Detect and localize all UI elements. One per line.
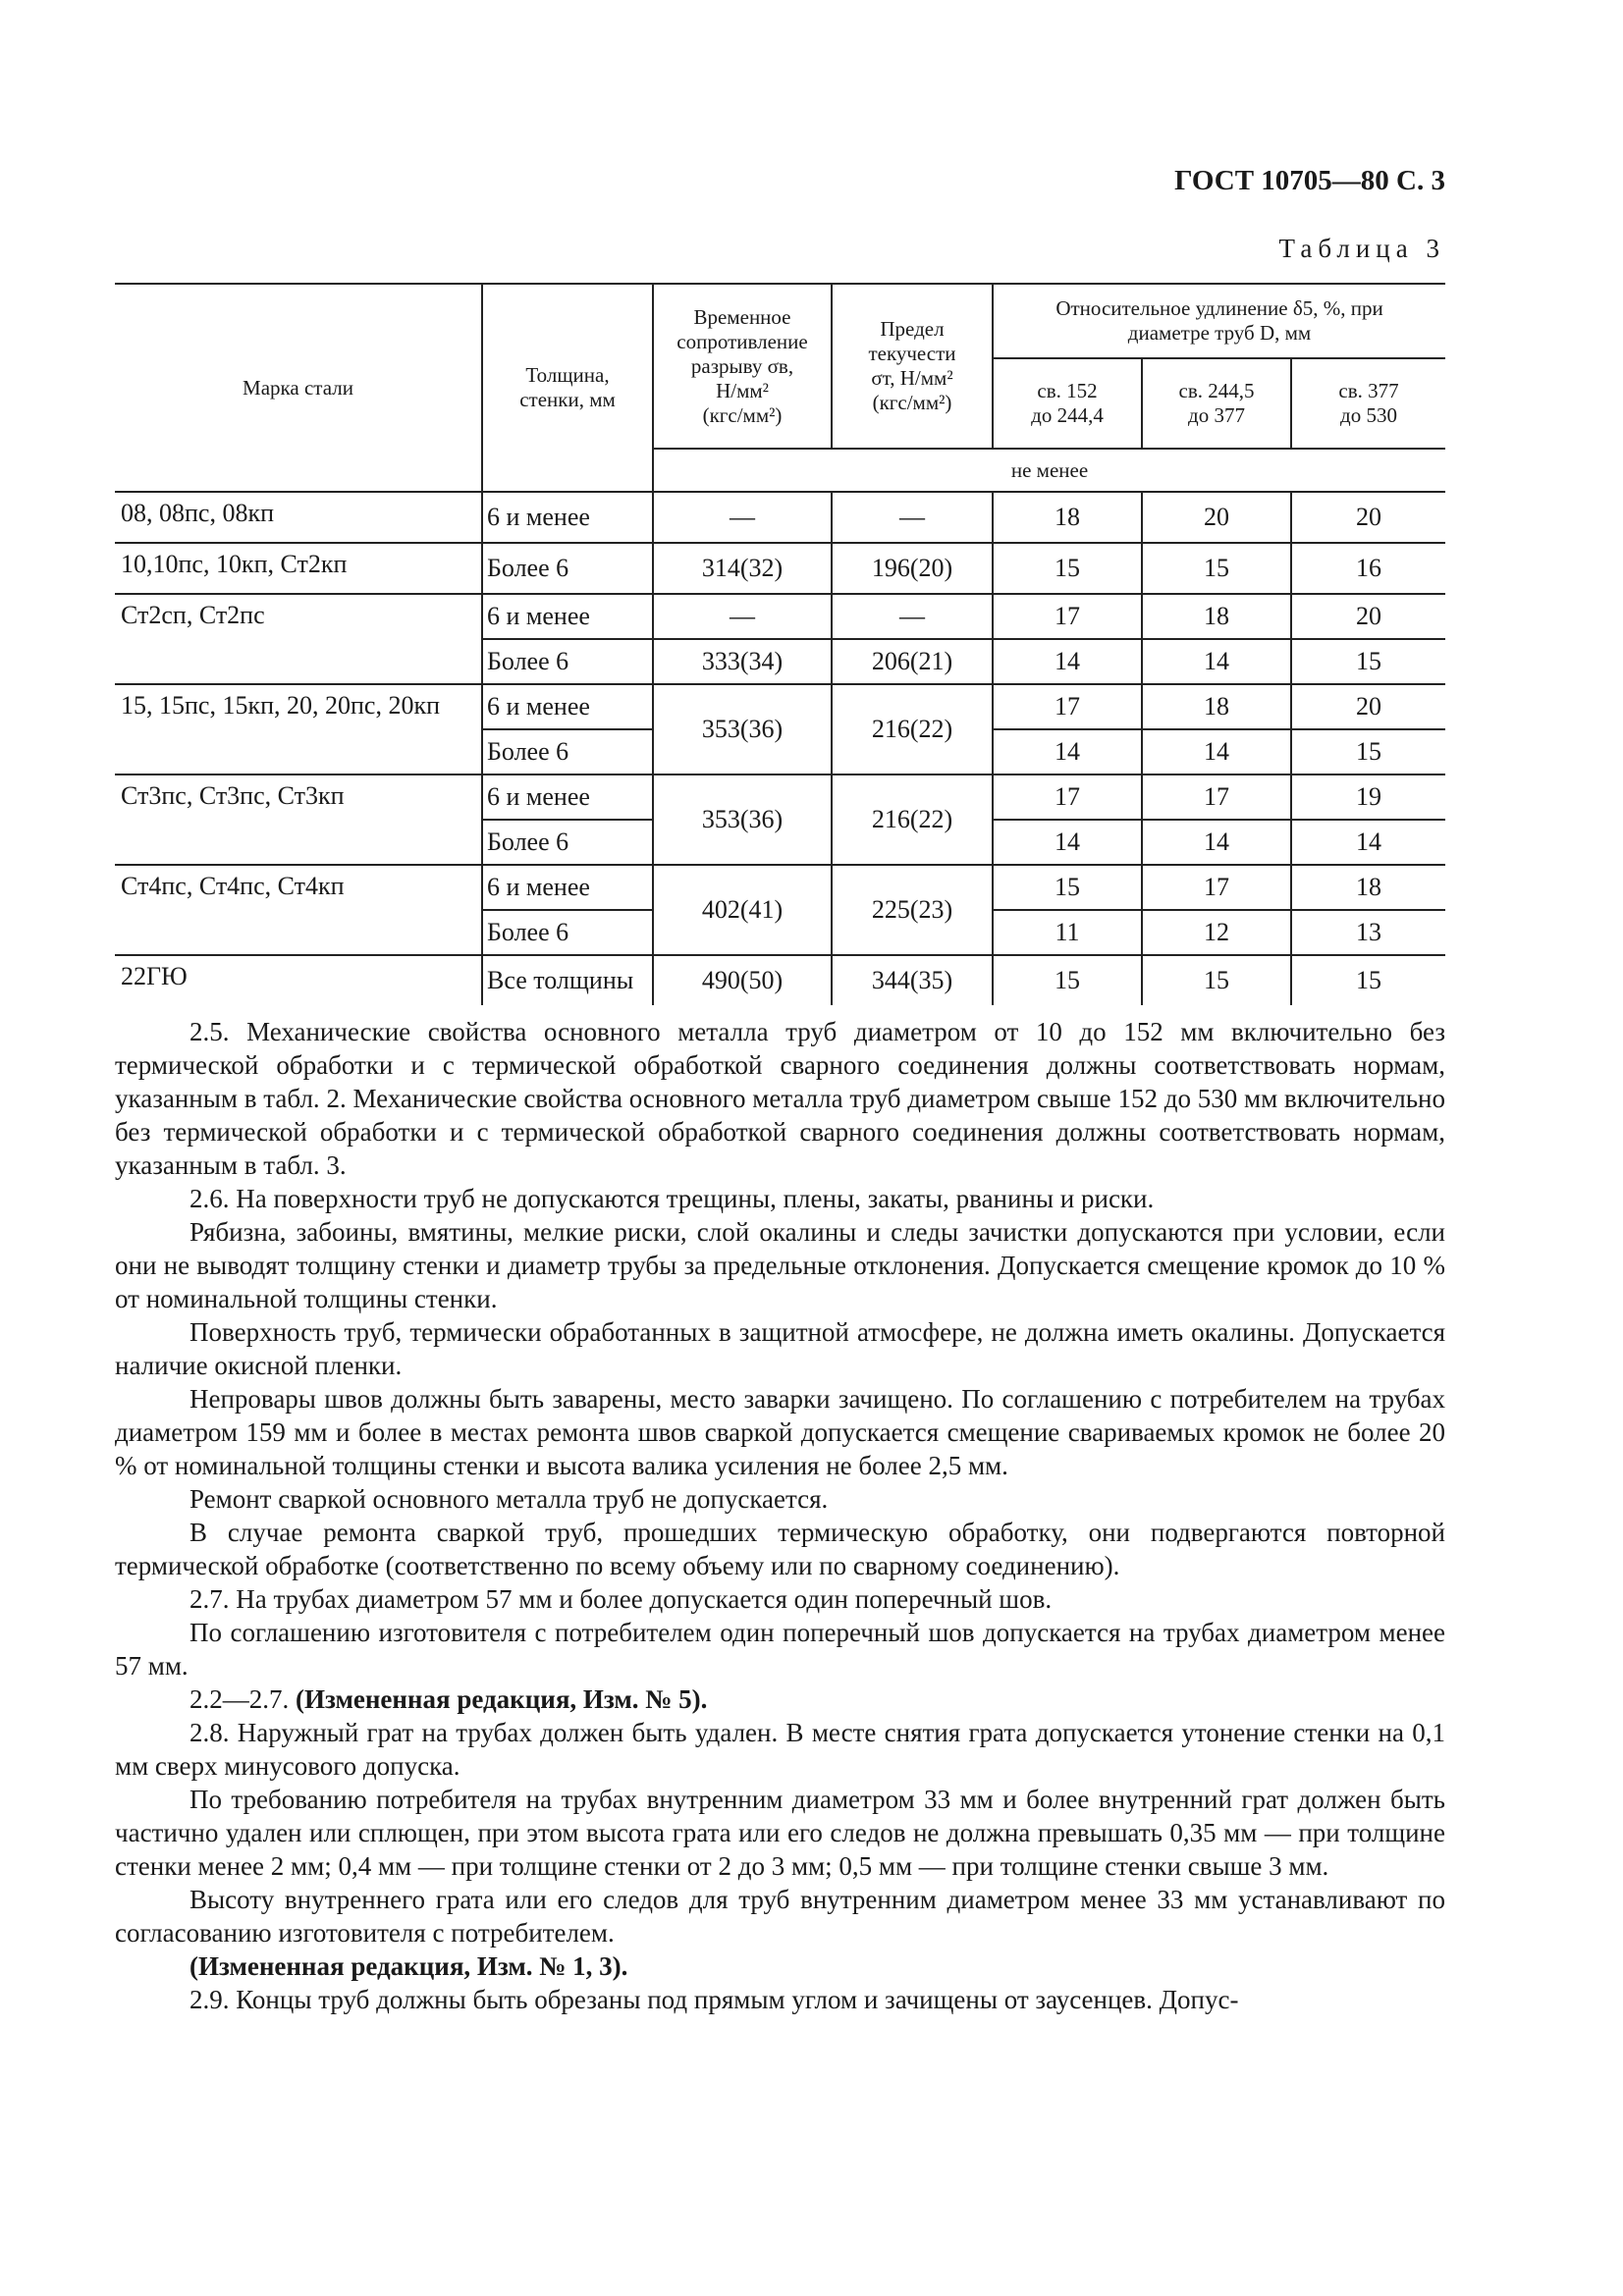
mechanical-properties-table [115,283,1445,1005]
cell-grade: 15, 15пс, 15кп, 20, 20пс, 20кп [115,684,482,774]
cell-d3: 20 [1291,492,1445,543]
cell-d2: 18 [1142,594,1291,639]
cell-d3: 18 [1291,865,1445,910]
cell-d2: 12 [1142,910,1291,955]
table-row [115,955,1445,1005]
cell-d2: 14 [1142,820,1291,865]
cell-thickness: 6 и менее [482,774,653,820]
col-header-yield: Предел текучести σт, Н/мм² (кгс/мм²) [832,284,993,449]
cell-d2: 15 [1142,543,1291,594]
cell-d1: 14 [993,639,1142,684]
amendment-note: (Измененная редакция, Изм. № 1, 3). [189,1951,628,1981]
cell-yield: 196(20) [832,543,993,594]
cell-d1: 17 [993,684,1142,729]
cell-grade: Ст2сп, Ст2пс [115,594,482,684]
cell-grade: 22ГЮ [115,955,482,1005]
cell-d1: 18 [993,492,1142,543]
cell-tensile: — [653,594,832,639]
cell-d3: 20 [1291,684,1445,729]
cell-d1: 11 [993,910,1142,955]
cell-yield: 206(21) [832,639,993,684]
amendment-note: 2.2—2.7. (Измененная редакция, Изм. № 5). [189,1684,708,1714]
table-row [115,774,1445,820]
cell-thickness: Все толщины [482,955,653,1005]
cell-thickness: 6 и менее [482,492,653,543]
col-header-tensile: Временное сопротивление разрыву σв, Н/мм² (кгс/мм²) [653,284,832,449]
cell-tensile: 353(36) [653,774,832,865]
cell-d2: 18 [1142,684,1291,729]
cell-grade: Ст4пс, Ст4пс, Ст4кп [115,865,482,955]
cell-d3: 19 [1291,774,1445,820]
cell-thickness: 6 и менее [482,684,653,729]
cell-d3: 20 [1291,594,1445,639]
cell-d3: 15 [1291,729,1445,774]
cell-yield: 216(22) [832,774,993,865]
col-header-d3: св. 377 до 530 [1291,358,1445,449]
col-header-d1: св. 152 до 244,4 [993,358,1142,449]
cell-tensile: 333(34) [653,639,832,684]
cell-d3: 13 [1291,910,1445,955]
cell-yield: 216(22) [832,684,993,774]
cell-d1: 15 [993,955,1142,1005]
cell-yield: — [832,594,993,639]
cell-yield: 225(23) [832,865,993,955]
cell-d3: 15 [1291,955,1445,1005]
paragraph: В случае ремонта сваркой труб, прошедших термическую обработку, они подвергаются повторной термической обработке (соответственно по всему объему или по сварному соединению). [115,1518,1445,1580]
cell-tensile: 402(41) [653,865,832,955]
cell-d2: 15 [1142,955,1291,1005]
cell-d2: 20 [1142,492,1291,543]
page-header: ГОСТ 10705—80 С. 3 [1174,165,1445,196]
cell-d3: 16 [1291,543,1445,594]
paragraph: По требованию потребителя на трубах внутренним диаметром 33 мм и более внутренний грат должен быть частично удален или сплющен, при этом высота грата или его следов не должна превышать 0,35 мм — при толщине стенки менее 2 мм; 0,4 мм — при толщине стенки от 2 до 3 мм; 0,5 мм — при толщине стенки свыше 3 мм. [115,1785,1445,1881]
cell-d1: 17 [993,594,1142,639]
body-text [115,1015,1445,2016]
paragraph: Непровары швов должны быть заварены, место заварки зачищено. По соглашению с потребителем на трубах диаметром 159 мм и более в местах ремонта швов сваркой допускается смещение свариваемых кромок не более 20 % от номинальной толщины стенки и высота валика усиления не более 2,5 мм. [115,1384,1445,1480]
cell-thickness: 6 и менее [482,594,653,639]
paragraph: 2.9. Концы труб должны быть обрезаны под прямым углом и зачищены от заусенцев. Допус- [189,1985,1239,2014]
cell-tensile: 314(32) [653,543,832,594]
cell-d1: 17 [993,774,1142,820]
cell-tensile: 490(50) [653,955,832,1005]
paragraph: Поверхность труб, термически обработанных в защитной атмосфере, не должна иметь окалины. Допускается наличие окисной пленки. [115,1317,1445,1380]
cell-grade: 10,10пс, 10кп, Ст2кп [115,543,482,594]
col-header-thickness: Толщина, стенки, мм [482,284,653,492]
cell-grade: Ст3пс, Ст3пс, Ст3кп [115,774,482,865]
cell-tensile: 353(36) [653,684,832,774]
table-label: Таблица 3 [1278,234,1445,263]
cell-thickness: Более 6 [482,910,653,955]
cell-d1: 14 [993,729,1142,774]
cell-d3: 14 [1291,820,1445,865]
paragraph: 2.7. На трубах диаметром 57 мм и более допускается один поперечный шов. [189,1584,1053,1614]
paragraph: 2.5. Механические свойства основного металла труб диаметром от 10 до 152 мм включительно без термической обработки и с термической обработкой сварного соединения должны соответствовать нормам, указанным в табл. 2. Механические свойства основного металла труб диаметром свыше 152 до 530 мм включительно без термической обработки и с термической обработкой сварного соединения должны соответствовать нормам, указанным в табл. 3. [115,1017,1445,1180]
table-row [115,492,1445,543]
paragraph: 2.6. На поверхности труб не допускаются трещины, плены, закаты, рванины и риски. [189,1184,1155,1213]
col-header-min-note: не менее [653,449,1445,492]
cell-d1: 15 [993,865,1142,910]
cell-thickness: Более 6 [482,729,653,774]
cell-tensile: — [653,492,832,543]
cell-d2: 14 [1142,729,1291,774]
col-header-d2: св. 244,5 до 377 [1142,358,1291,449]
paragraph: Высоту внутреннего грата или его следов для труб внутренним диаметром менее 33 мм устанавливают по согласованию изготовителя с потребителем. [115,1885,1445,1948]
cell-grade: 08, 08пс, 08кп [115,492,482,543]
cell-d1: 14 [993,820,1142,865]
cell-d2: 17 [1142,774,1291,820]
col-header-elongation: Относительное удлинение δ5, %, при диаметре труб D, мм [993,284,1445,358]
cell-yield: — [832,492,993,543]
cell-d3: 15 [1291,639,1445,684]
table-row [115,865,1445,910]
cell-thickness: Более 6 [482,820,653,865]
paragraph: Ремонт сваркой основного металла труб не допускается. [189,1484,829,1514]
cell-d2: 17 [1142,865,1291,910]
cell-thickness: Более 6 [482,639,653,684]
table-row [115,543,1445,594]
cell-thickness: Более 6 [482,543,653,594]
col-header-grade: Марка стали [115,284,482,492]
cell-d2: 14 [1142,639,1291,684]
paragraph: 2.8. Наружный грат на трубах должен быть удален. В месте снятия грата допускается утонение стенки на 0,1 мм сверх минусового допуска. [115,1718,1445,1781]
paragraph: По соглашению изготовителя с потребителем один поперечный шов допускается на трубах диаметром менее 57 мм. [115,1618,1445,1681]
cell-thickness: 6 и менее [482,865,653,910]
table-row [115,594,1445,639]
paragraph: Рябизна, забоины, вмятины, мелкие риски, слой окалины и следы зачистки допускаются при условии, если они не выводят толщину стенки и диаметр трубы за предельные отклонения. Допускается смещение кромок до 10 % от номинальной толщины стенки. [115,1217,1445,1313]
cell-yield: 344(35) [832,955,993,1005]
cell-d1: 15 [993,543,1142,594]
table-row [115,684,1445,729]
